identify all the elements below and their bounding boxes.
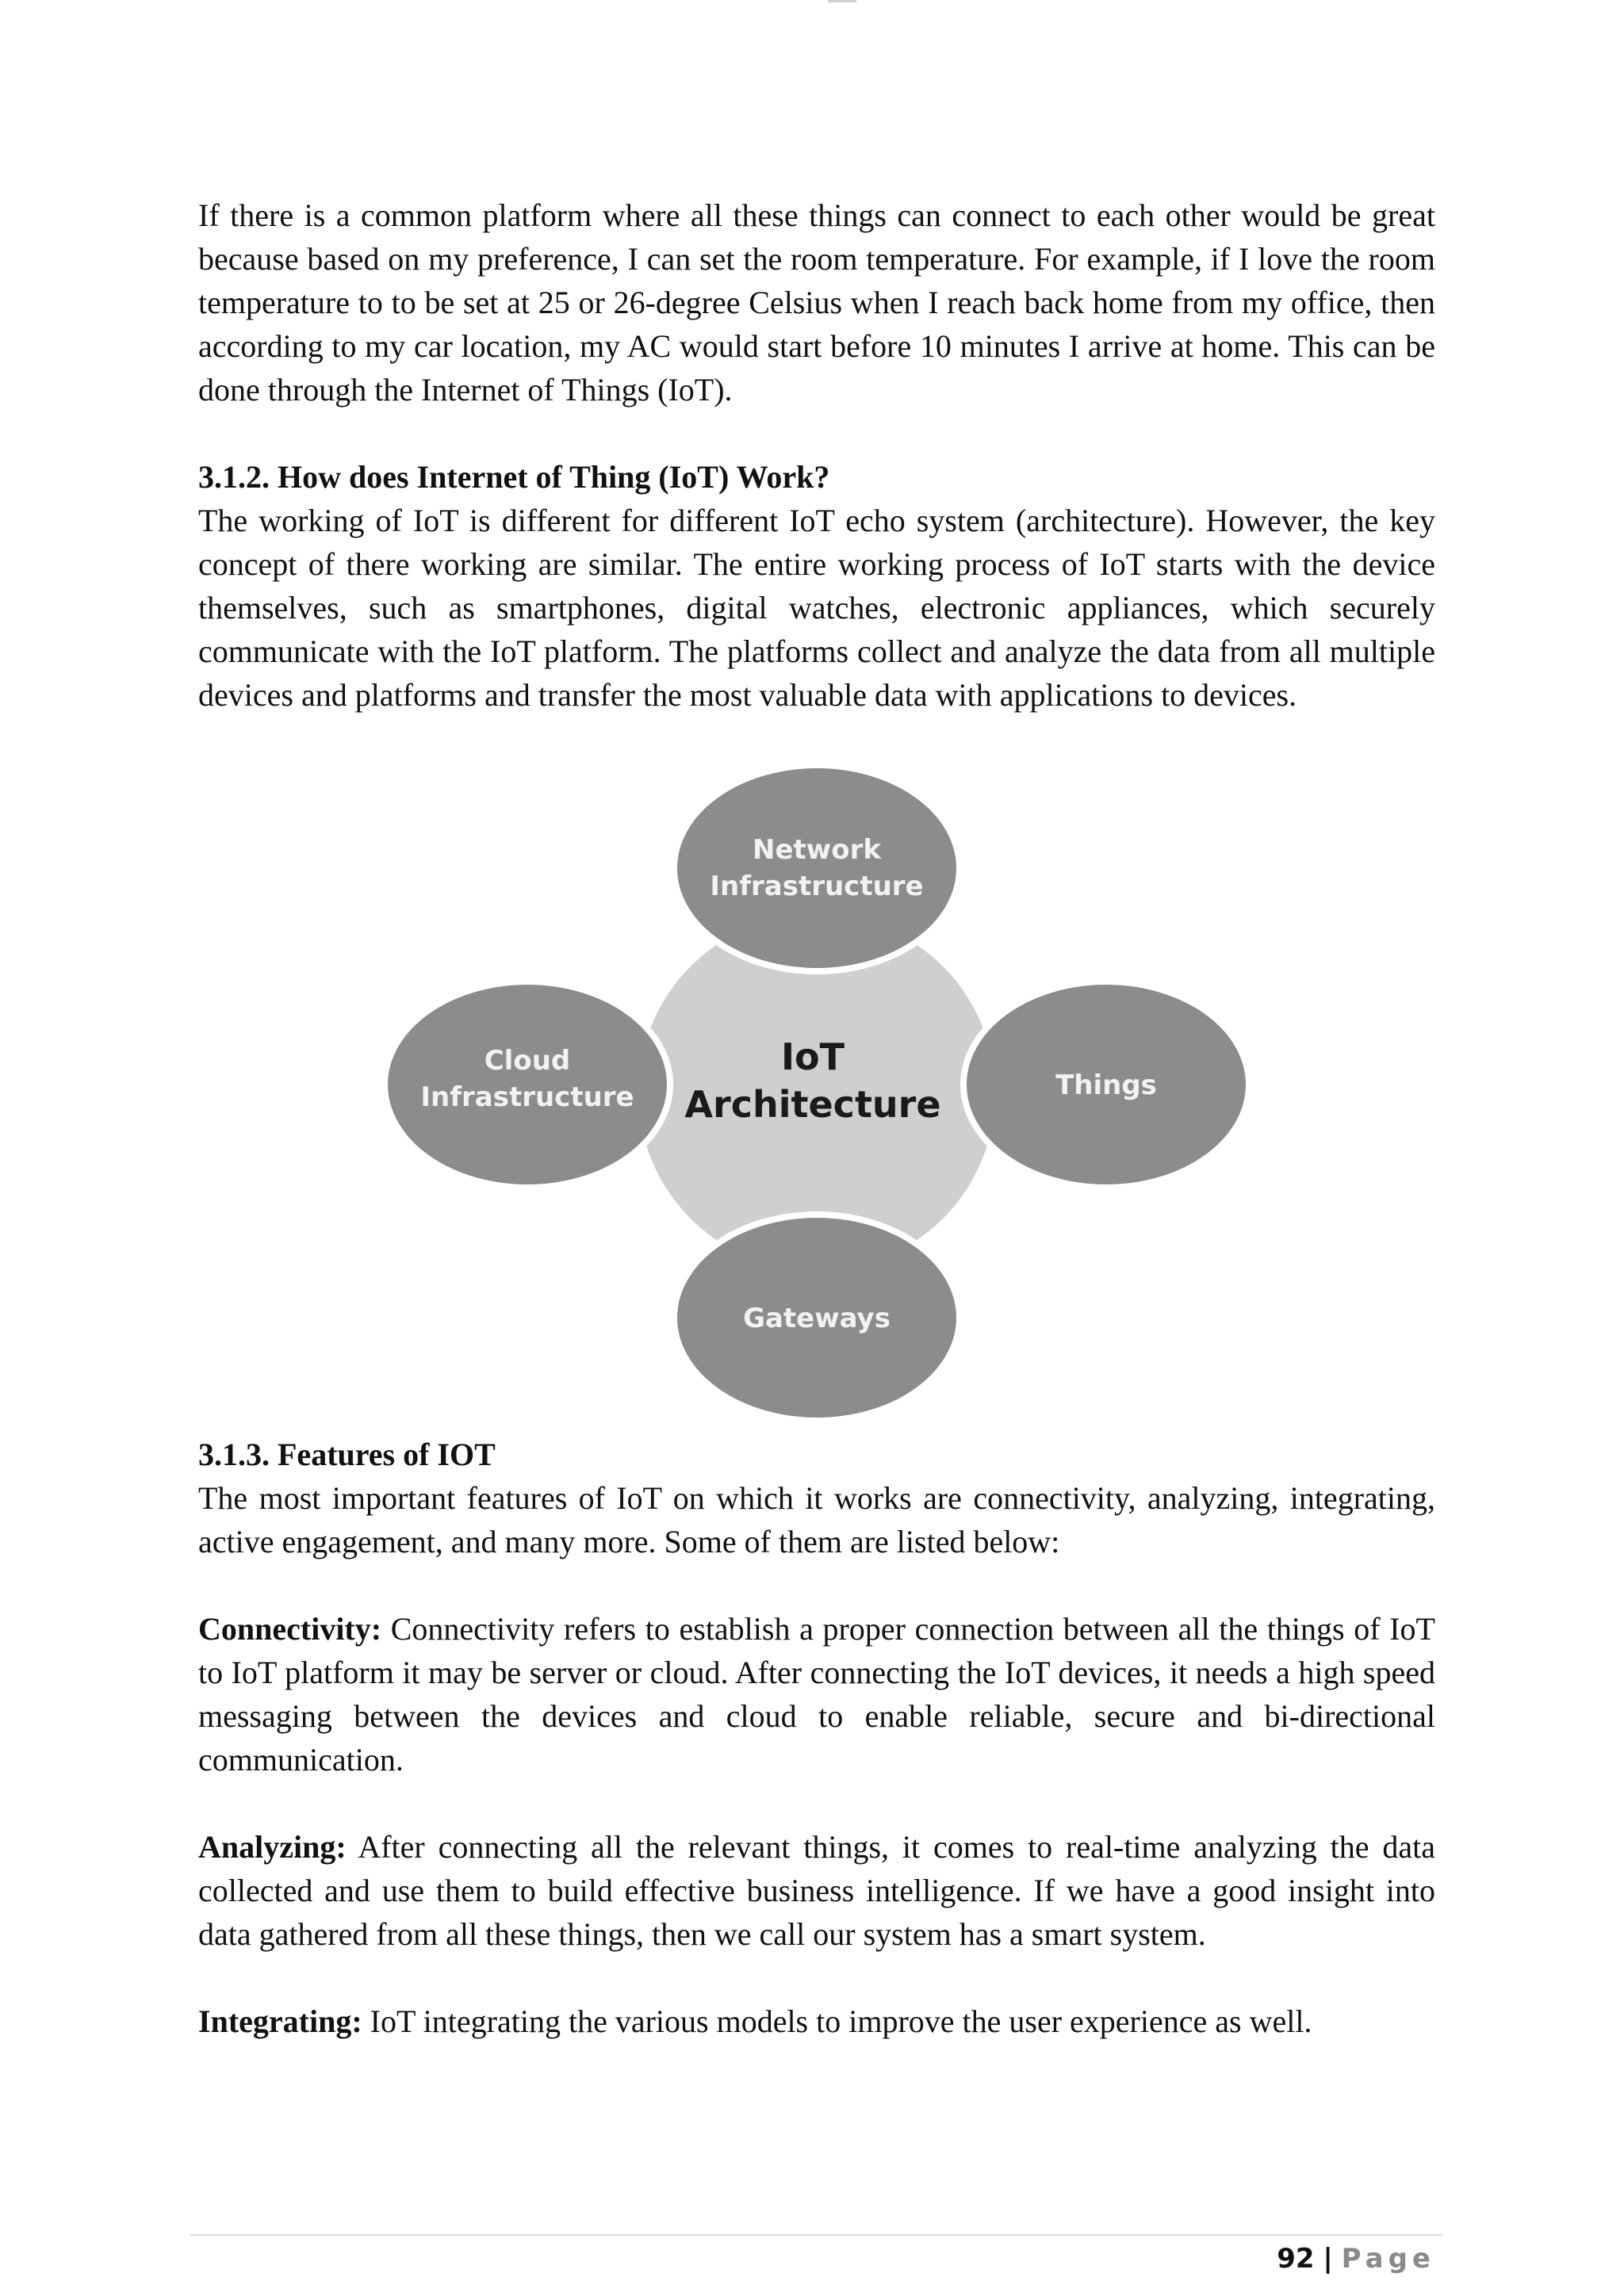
- top-node-label-line2: Infrastructure: [710, 871, 924, 902]
- connectivity-text: Connectivity refers to establish a proper connection between all the things of IoT to IoT platform it may be server or cloud. After connecting the IoT devices, it needs a high speed messaging between the devices and cloud to enable reliable, secure and bi-directional communication.: [198, 1611, 1435, 1777]
- page-footer: [1277, 2241, 1435, 2277]
- how-iot-works-paragraph: The working of IoT is different for different IoT echo system (architecture). However, the key concept of there working are similar. The entire working process of IoT starts with the device themselves, such as smartphones, digital watches, electronic appliances, which securely communicate with the IoT platform. The platforms collect and analyze the data from all multiple devices and platforms and transfer the most valuable data with applications to devices.: [198, 503, 1435, 713]
- integrating-text: IoT integrating the various models to improve the user experience as well.: [362, 2003, 1312, 2039]
- iot-architecture-diagram: [381, 765, 1253, 1423]
- connectivity-paragraph: [198, 1607, 1435, 1781]
- intro-paragraph: If there is a common platform where all these things can connect to each other would be great because based on my preference, I can set the room temperature. For example, if I love the room temperature to to be set at 25 or 26-degree Celsius when I reach back home from my office, then according to my car location, my AC would start before 10 minutes I arrive at home. This can be done through the Internet of Things (IoT).: [198, 197, 1435, 408]
- page-number: 92: [1277, 2243, 1315, 2275]
- section-heading-how-iot-works: 3.1.2. How does Internet of Thing (IoT) Work?: [198, 459, 830, 495]
- integrating-term: Integrating:: [198, 2003, 362, 2039]
- connectivity-term: Connectivity:: [198, 1611, 382, 1647]
- top-node-label-line1: Network: [753, 834, 881, 866]
- page-content: [198, 193, 1435, 717]
- top-edge-mark: [828, 0, 856, 2]
- footer-separator: |: [1323, 2243, 1333, 2275]
- center-label-line1: IoT: [780, 1035, 845, 1078]
- section-heading-features: 3.1.3. Features of IOT: [198, 1437, 496, 1472]
- analyzing-term: Analyzing:: [198, 1829, 347, 1865]
- left-node-label-line1: Cloud: [484, 1045, 571, 1077]
- features-content: [198, 1433, 1435, 2043]
- analyzing-text: After connecting all the relevant things, it comes to real-time analyzing the data collected and use them to build effective business intelligence. If we have a good insight into data gathered from all these things, then we call our system has a smart system.: [198, 1829, 1435, 1952]
- right-node-label: Things: [1055, 1070, 1157, 1101]
- features-intro-paragraph: The most important features of IoT on which it works are connectivity, analyzing, integrating, active engagement, and many more. Some of them are listed below:: [198, 1480, 1435, 1559]
- integrating-paragraph: [198, 1999, 1435, 2043]
- footer-divider: [190, 2234, 1443, 2236]
- center-label-line2: Architecture: [684, 1083, 941, 1126]
- top-node-network-infrastructure: [674, 765, 959, 971]
- left-node-label-line2: Infrastructure: [420, 1081, 634, 1113]
- bottom-node-label: Gateways: [743, 1303, 891, 1334]
- analyzing-paragraph: [198, 1825, 1435, 1956]
- page-label: Page: [1341, 2243, 1435, 2275]
